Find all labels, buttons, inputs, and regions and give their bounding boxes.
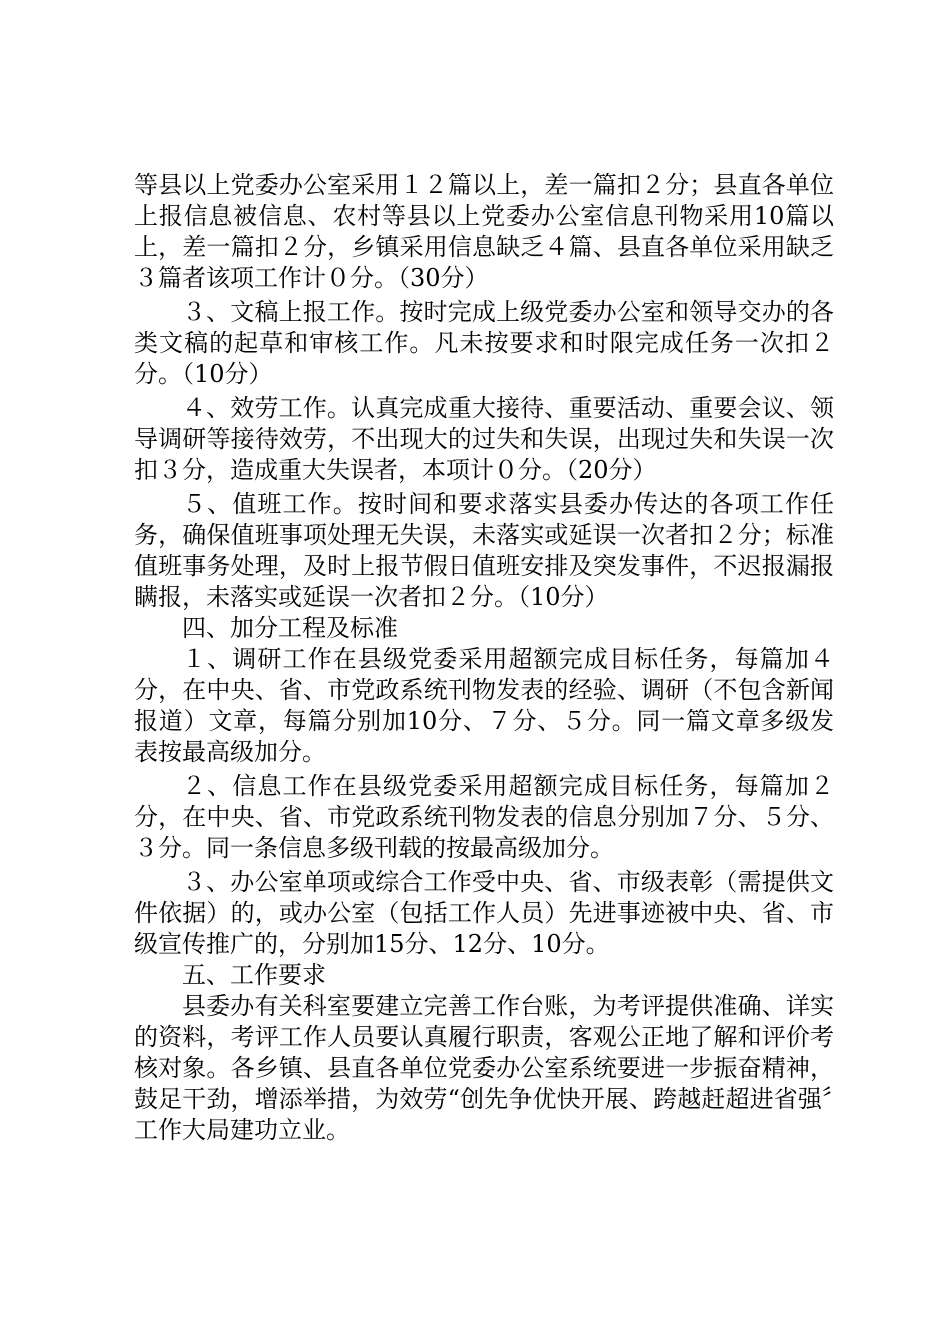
- paragraph-manuscript-work: ３、文稿上报工作。按时完成上级党委办公室和领导交办的各类文稿的起草和审核工作。凡未按要求和时限完成任务一次扣２分。（10分）: [134, 298, 834, 388]
- paragraph-bonus-information: ２、信息工作在县级党委采用超额完成目标任务，每篇加２分，在中央、省、市党政系统刊物发表的信息分别加７分、５分、３分。同一条信息多级刊载的按最高级加分。: [134, 772, 834, 862]
- paragraph-bonus-research: １、调研工作在县级党委采用超额完成目标任务，每篇加４分，在中央、省、市党政系统刊物发表的经验、调研（不包含新闻报道）文章，每篇分别加10分、７分、５分。同一篇文章多级发表按最高级加分。: [134, 645, 834, 766]
- paragraph-scoring-continued: 等县以上党委办公室采用１２篇以上，差一篇扣２分；县直各单位上报信息被信息、农村等县以上党委办公室信息刊物采用10篇以上，差一篇扣２分，乡镇采用信息缺乏４篇、县直各单位采用缺乏３篇者该项工作计０分。（30分）: [134, 171, 834, 292]
- paragraph-bonus-commendation: ３、办公室单项或综合工作受中央、省、市级表彰（需提供文件依据）的，或办公室（包括工作人员）先进事迹被中央、省、市级宣传推广的，分别加15分、12分、10分。: [134, 868, 834, 958]
- paragraph-duty-work: ５、值班工作。按时间和要求落实县委办传达的各项工作任务，确保值班事项处理无失误，未落实或延误一次者扣２分；标准值班事务处理，及时上报节假日值班安排及突发事件，不迟报漏报瞒报，未落实或延误一次者扣２分。（10分）: [134, 490, 834, 611]
- document-page: [134, 170, 834, 1146]
- section-heading-bonus: 四、加分工程及标准: [182, 614, 398, 642]
- section-heading-requirements: 五、工作要求: [182, 961, 326, 989]
- paragraph-service-work: ４、效劳工作。认真完成重大接待、重要活动、重要会议、领导调研等接待效劳，不出现大的过失和失误，出现过失和失误一次扣３分，造成重大失误者，本项计０分。（20分）: [134, 394, 834, 484]
- paragraph-requirements: 县委办有关科室要建立完善工作台账，为考评提供准确、详实的资料，考评工作人员要认真履行职责，客观公正地了解和评价考核对象。各乡镇、县直各单位党委办公室系统要进一步振奋精神，鼓足干劲，增添举措，为效劳“创先争优快开展、跨越赶超进省强〞工作大局建功立业。: [134, 992, 834, 1144]
